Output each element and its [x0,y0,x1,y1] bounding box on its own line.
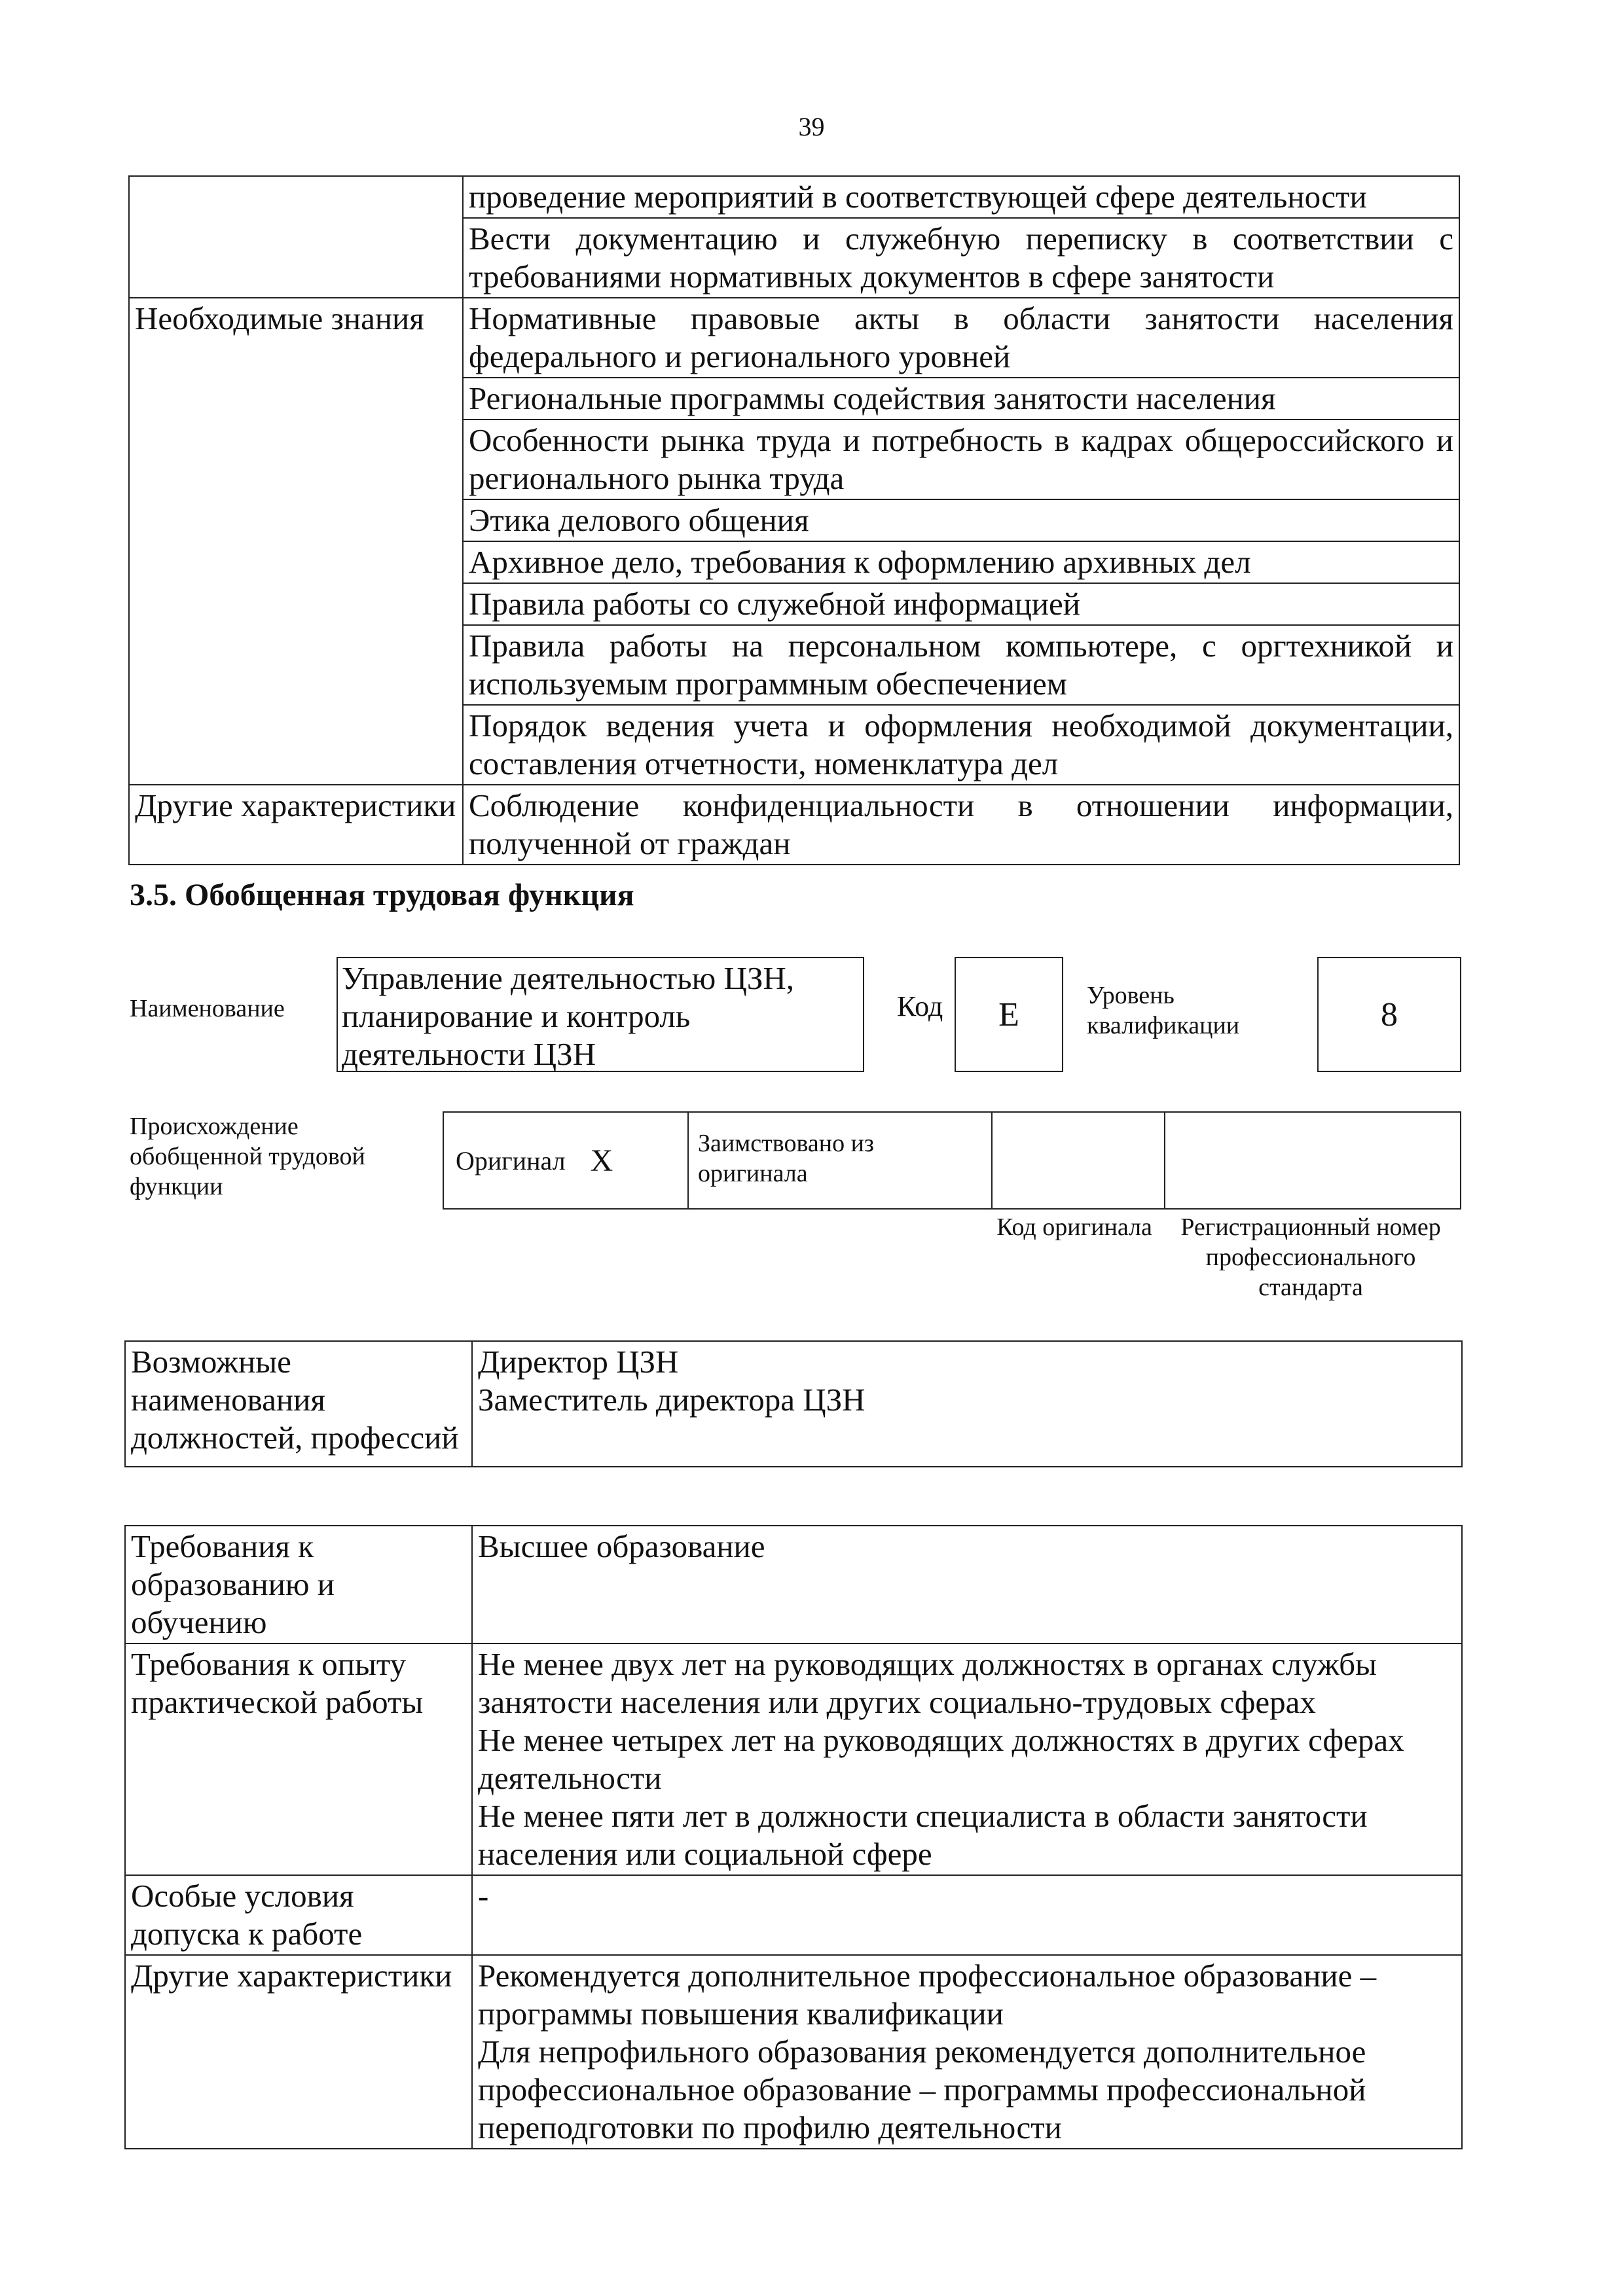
code-box [955,957,1063,1072]
req-value-admission: - [472,1875,1462,1955]
row-label-continued [129,176,463,298]
level-box [1317,957,1461,1072]
experience-item: Не менее четырех лет на руководящих должностях в других сферах деятельности [478,1722,1404,1796]
row-label-other: Другие характеристики [129,785,463,865]
code-value: E [998,996,1019,1033]
req-label-admission: Особые условия допуска к работе [125,1875,472,1955]
other-cell: Соблюдение конфиденциальности в отношении информации, полученной от граждан [463,785,1459,865]
req-value-experience [472,1643,1462,1875]
knowledge-cell: Порядок ведения учета и оформления необходимой документации, составления отчетности, номенклатура дел [463,705,1459,785]
other-item: Для непрофильного образования рекомендуется дополнительное профессиональное образование – программы профессиональной переподготовки по профилю деятельности [478,2034,1366,2145]
req-value-other [472,1955,1462,2149]
knowledge-cell: Особенности рынка труда и потребность в кадрах общероссийского и регионального рынка труда [463,420,1459,499]
knowledge-cell: Этика делового общения [463,499,1459,541]
knowledge-cell: Правила работы на персональном компьютере, с оргтехникой и используемым программным обеспечением [463,625,1459,705]
original-cell [444,1113,689,1208]
borrowed-label: Заимствовано из оригинала [698,1130,874,1187]
skill-cell: Вести документацию и служебную переписку в соответствии с требованиями нормативных документов в сфере занятости [463,218,1459,298]
knowledge-cell: Архивное дело, требования к оформлению архивных дел [463,541,1459,583]
req-label-other: Другие характеристики [125,1955,472,2149]
knowledge-cell: Региональные программы содействия занятости населения [463,378,1459,420]
reg-number-caption: Регистрационный номер профессионального стандарта [1180,1213,1441,1301]
level-label: Уровень квалификации [1087,982,1240,1039]
skill-cell: проведение мероприятий в соответствующей сфере деятельности [463,176,1459,218]
req-label-experience: Требования к опыту практической работы [125,1643,472,1875]
section-title: 3.5. Обобщенная трудовая функция [130,878,634,912]
position-item: Директор ЦЗН [478,1344,679,1380]
original-mark: X [590,1143,613,1178]
other-item: Рекомендуется дополнительное профессиональное образование – программы повышения квалификации [478,1958,1377,2032]
requirements-table [124,1525,1463,2149]
original-code-cell [991,1113,1165,1208]
row-label-knowledge: Необходимые знания [129,298,463,785]
knowledge-cell: Правила работы со служебной информацией [463,583,1459,625]
level-value: 8 [1381,996,1398,1033]
experience-item: Не менее двух лет на руководящих должностях в органах службы занятости населения или других социально-трудовых сферах [478,1646,1377,1720]
code-label: Код [897,990,943,1022]
req-value-education: Высшее образование [472,1526,1462,1643]
skills-table [128,175,1460,865]
position-item: Заместитель директора ЦЗН [478,1382,866,1418]
req-label-education: Требования к образованию и обучению [125,1526,472,1643]
original-code-caption: Код оригинала [996,1213,1152,1241]
name-label: Наименование [130,995,285,1022]
origin-label: Происхождение обобщенной трудовой функции [130,1113,365,1200]
origin-box [443,1111,1461,1210]
experience-item: Не менее пяти лет в должности специалиста в области занятости населения или социальной сфере [478,1798,1368,1872]
positions-values [472,1341,1462,1467]
knowledge-cell: Нормативные правовые акты в области занятости населения федерального и регионального уровней [463,298,1459,378]
page-number: 39 [798,112,825,141]
positions-label: Возможные наименования должностей, профессий [125,1341,472,1467]
positions-table [124,1340,1463,1467]
original-label: Оригинал [456,1145,566,1175]
function-name-box: Управление деятельностью ЦЗН, планирование и контроль деятельности ЦЗН [337,957,864,1072]
